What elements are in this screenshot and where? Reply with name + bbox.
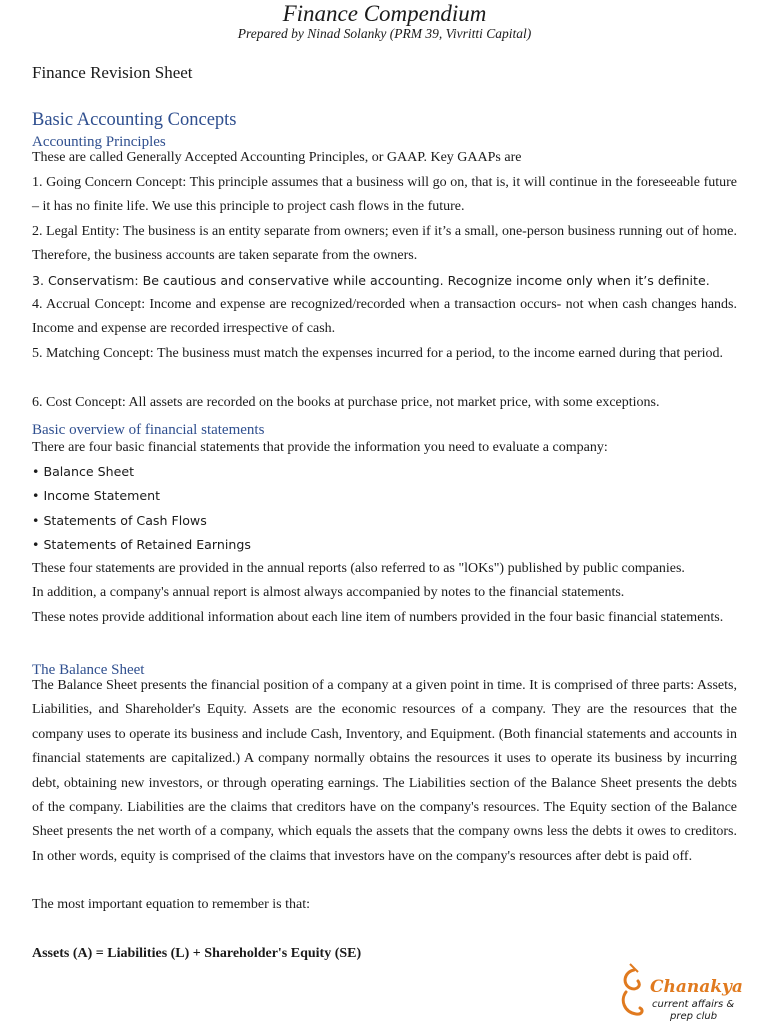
- section-heading: Basic Accounting Concepts: [32, 110, 237, 130]
- logo-swirl-icon: [623, 970, 642, 1014]
- overview-paragraph-3: These notes provide additional information about each line item of numbers provided in the four basic financial statements.: [32, 610, 724, 625]
- principle-3: 3. Conservatism: Be cautious and conservative while accounting. Recognize income only when it’s definite.: [32, 273, 710, 288]
- overview-paragraph-2: In addition, a company's annual report is almost always accompanied by notes to the financial statements.: [32, 585, 625, 600]
- list-item: • Statements of Cash Flows: [32, 512, 207, 528]
- chanakya-logo: [620, 962, 744, 1022]
- equation-lead: The most important equation to remember is that:: [32, 897, 310, 912]
- logo-line-3: prep club: [670, 1011, 718, 1022]
- balance-sheet-body: The Balance Sheet presents the financial position of a company at a given point in time. It is comprised of three parts: Assets, Liabilities, and Shareholder's Equity. Assets are the economic resources of a company. They are the resources that the company uses to operate its business and include Cash, Inventory, and Equipment. (Both financial statements and accounts in financial statements are capitalized.) A company normally obtains the resources it uses to operate its business by incurring debt, obtaining new investors, or through operating earnings. The Liabilities section of the Balance Sheet presents the debts of the company. Liabilities are the claims that creditors have on the company's resources. The Equity section of the Balance Sheet presents the net worth of a company, which equals the assets that the company owns less the debts it owes to creditors. In other words, equity is comprised of the claims that investors have on the company's resources after debt is paid off.: [32, 678, 737, 864]
- accounting-equation: Assets (A) = Liabilities (L) + Shareholder's Equity (SE): [32, 946, 362, 961]
- principles-heading: Accounting Principles: [32, 134, 166, 150]
- principle-5: 5. Matching Concept: The business must match the expenses incurred for a period, to the income earned during that period.: [32, 346, 723, 361]
- statements-list: [32, 460, 251, 558]
- balance-sheet-heading: The Balance Sheet: [32, 662, 145, 678]
- overview-intro: There are four basic financial statements that provide the information you need to evaluate a company:: [32, 440, 608, 455]
- principles-intro: These are called Generally Accepted Accounting Principles, or GAAP. Key GAAPs are: [32, 150, 522, 165]
- overview-heading: Basic overview of financial statements: [32, 422, 265, 438]
- logo-line-2: current affairs &: [652, 999, 735, 1010]
- principle-4: 4. Accrual Concept: Income and expense are recognized/recorded when a transaction occurs- not when cash changes hands. Income and expense are recorded irrespective of cash.: [32, 297, 737, 337]
- principle-6: 6. Cost Concept: All assets are recorded on the books at purchase price, not market price, with some exceptions.: [32, 395, 660, 410]
- revision-sheet-heading: Finance Revision Sheet: [32, 63, 193, 82]
- list-item: • Income Statement: [32, 488, 161, 504]
- overview-paragraph-1: These four statements are provided in the annual reports (also referred to as "lOKs") published by public companies.: [32, 561, 685, 576]
- list-item: • Statements of Retained Earnings: [32, 537, 251, 553]
- document-subtitle: Prepared by Ninad Solanky (PRM 39, Vivritti Capital): [237, 26, 532, 41]
- document-title: Finance Compendium: [282, 1, 487, 26]
- principle-1: 1. Going Concern Concept: This principle assumes that a business will go on, that is, it will continue in the foreseeable future – it has no finite life. We use this principle to project cash flows in the future.: [32, 175, 737, 215]
- logo-line-1: Chanakya: [650, 977, 743, 997]
- principle-2: 2. Legal Entity: The business is an entity separate from owners; even if it’s a small, one-person business running out of home. Therefore, the business accounts are taken separate from the owners.: [32, 224, 737, 264]
- list-item: • Balance Sheet: [32, 464, 135, 479]
